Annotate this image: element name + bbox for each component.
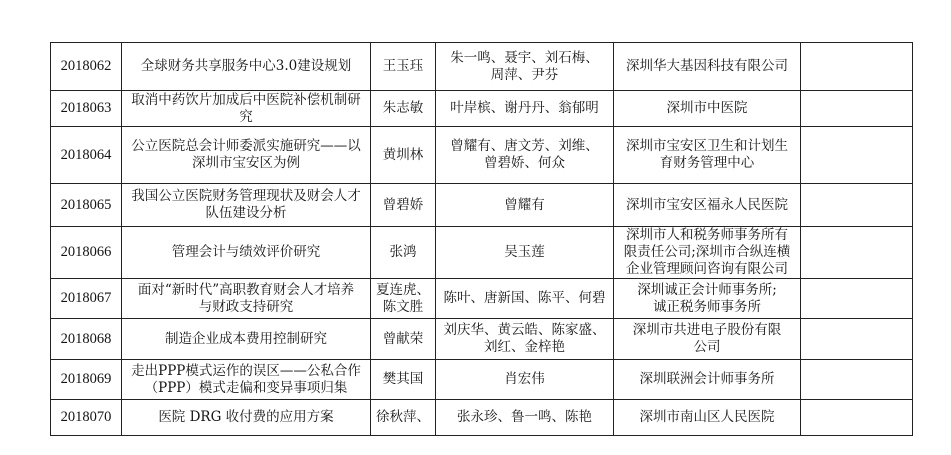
organization-line: 深圳诚正会计师事务所;	[637, 281, 777, 298]
project-title-line: 与财政支持研究	[198, 298, 294, 315]
organization-cell: 深圳联洲会计师事务所	[614, 360, 801, 400]
project-id-cell: 2018065	[51, 184, 122, 227]
organization-line: 公司	[693, 339, 721, 355]
project-title-cell	[122, 360, 371, 400]
project-lead-cell: 徐秋萍、	[371, 400, 436, 436]
project-title-line: 队伍建设分析	[205, 205, 287, 221]
project-members-cell: 吴玉莲	[436, 227, 614, 279]
organization-cell	[614, 279, 801, 319]
table-row	[51, 319, 913, 360]
project-title-cell: 制造企业成本费用控制研究	[122, 319, 371, 360]
remarks-cell	[801, 91, 913, 127]
table-row	[51, 43, 913, 91]
project-id-cell: 2018070	[51, 400, 122, 436]
project-members-cell: 肖宏伟	[436, 360, 614, 400]
project-members-cell: 陈叶、唐新国、陈平、何碧	[436, 279, 614, 319]
project-title-cell: 医院 DRG 收付费的应用方案	[122, 400, 371, 436]
project-id-cell: 2018063	[51, 91, 122, 127]
remarks-cell	[801, 319, 913, 360]
project-title-line: 深圳市宝安区为例	[192, 155, 300, 171]
project-members-cell	[436, 43, 614, 91]
project-title-line: 取消中药饮片加成后中医院补偿机制研	[131, 91, 361, 108]
project-lead-cell	[371, 279, 436, 319]
project-title-cell: 管理会计与绩效评价研究	[122, 227, 371, 279]
remarks-cell	[801, 127, 913, 184]
table-row	[51, 91, 913, 127]
project-lead-line: 陈文胜	[382, 298, 424, 315]
project-lead-cell: 张鸿	[371, 227, 436, 279]
organization-cell	[614, 227, 801, 279]
project-id-cell: 2018064	[51, 127, 122, 184]
project-lead-cell: 朱志敏	[371, 91, 436, 127]
project-id-cell: 2018062	[51, 43, 122, 91]
project-lead-cell: 黄圳林	[371, 127, 436, 184]
project-title-cell	[122, 91, 371, 127]
project-members-cell: 曾耀有	[436, 184, 614, 227]
remarks-cell	[801, 360, 913, 400]
organization-cell: 深圳市中医院	[614, 91, 801, 127]
project-id-cell: 2018067	[51, 279, 122, 319]
project-members-line: 曾碧娇、何众	[484, 155, 565, 171]
project-lead-cell: 曾碧娇	[371, 184, 436, 227]
table-row	[51, 184, 913, 227]
project-members-cell: 叶岸槟、谢丹丹、翁郁明	[436, 91, 614, 127]
remarks-cell	[801, 279, 913, 319]
remarks-cell	[801, 400, 913, 436]
table-row	[51, 279, 913, 319]
organization-line: 深圳市宝安区卫生和计划生	[626, 138, 788, 154]
project-id-cell: 2018066	[51, 227, 122, 279]
project-members-line: 曾耀有、唐文芳、刘维、	[450, 138, 599, 154]
organization-line: 育财务管理中心	[659, 155, 755, 171]
organization-cell	[614, 319, 801, 360]
table-row	[51, 400, 913, 436]
organization-line: 深圳市人和税务师事务所有	[626, 227, 788, 243]
organization-cell	[614, 127, 801, 184]
project-lead-cell: 曾献荣	[371, 319, 436, 360]
project-id-cell: 2018068	[51, 319, 122, 360]
organization-line: 限责任公司;深圳市合纵连横	[623, 244, 791, 260]
project-title-cell: 全球财务共享服务中心3.0建设规划	[122, 43, 371, 91]
organization-line: 深圳市共进电子股份有限	[632, 322, 782, 338]
organization-line: 企业管理顾问咨询有限公司	[626, 261, 788, 277]
organization-cell: 深圳华大基因科技有限公司	[614, 43, 801, 91]
project-table	[50, 42, 913, 436]
organization-line: 诚正税务师事务所	[653, 298, 761, 315]
project-title-line: 走出PPP模式运作的误区——公私合作	[131, 362, 361, 379]
remarks-cell	[801, 227, 913, 279]
project-lead-cell: 樊其国	[371, 360, 436, 400]
project-members-cell	[436, 319, 614, 360]
project-title-cell	[122, 127, 371, 184]
project-title-line: 我国公立医院财务管理现状及财会人才	[131, 188, 361, 204]
project-title-line: 面对“新时代”高职教育财会人才培养	[137, 281, 355, 298]
project-members-line: 刘红、金梓艳	[484, 339, 565, 355]
table-body	[51, 43, 913, 436]
project-title-cell	[122, 279, 371, 319]
project-lead-cell: 王玉珏	[371, 43, 436, 91]
organization-cell: 深圳市南山区人民医院	[614, 400, 801, 436]
project-title-cell	[122, 184, 371, 227]
project-members-cell	[436, 127, 614, 184]
table-row	[51, 360, 913, 400]
project-members-line: 周萍、尹芬	[490, 66, 559, 83]
organization-cell: 深圳市宝安区福永人民医院	[614, 184, 801, 227]
remarks-cell	[801, 184, 913, 227]
project-title-line: （PPP）模式走偏和变异事项归集	[144, 379, 348, 396]
remarks-cell	[801, 43, 913, 91]
project-members-line: 朱一鸣、聂宇、刘石梅、	[450, 49, 599, 66]
project-members-cell: 张永珍、鲁一鸣、陈艳	[436, 400, 614, 436]
project-title-line: 公立医院总会计师委派实施研究——以	[131, 138, 361, 154]
project-id-cell: 2018069	[51, 360, 122, 400]
project-title-line: 究	[239, 108, 253, 125]
project-lead-line: 夏连虎、	[376, 281, 430, 298]
table-row	[51, 227, 913, 279]
project-members-line: 刘庆华、黄云皓、陈家盛、	[443, 322, 606, 338]
table-row	[51, 127, 913, 184]
